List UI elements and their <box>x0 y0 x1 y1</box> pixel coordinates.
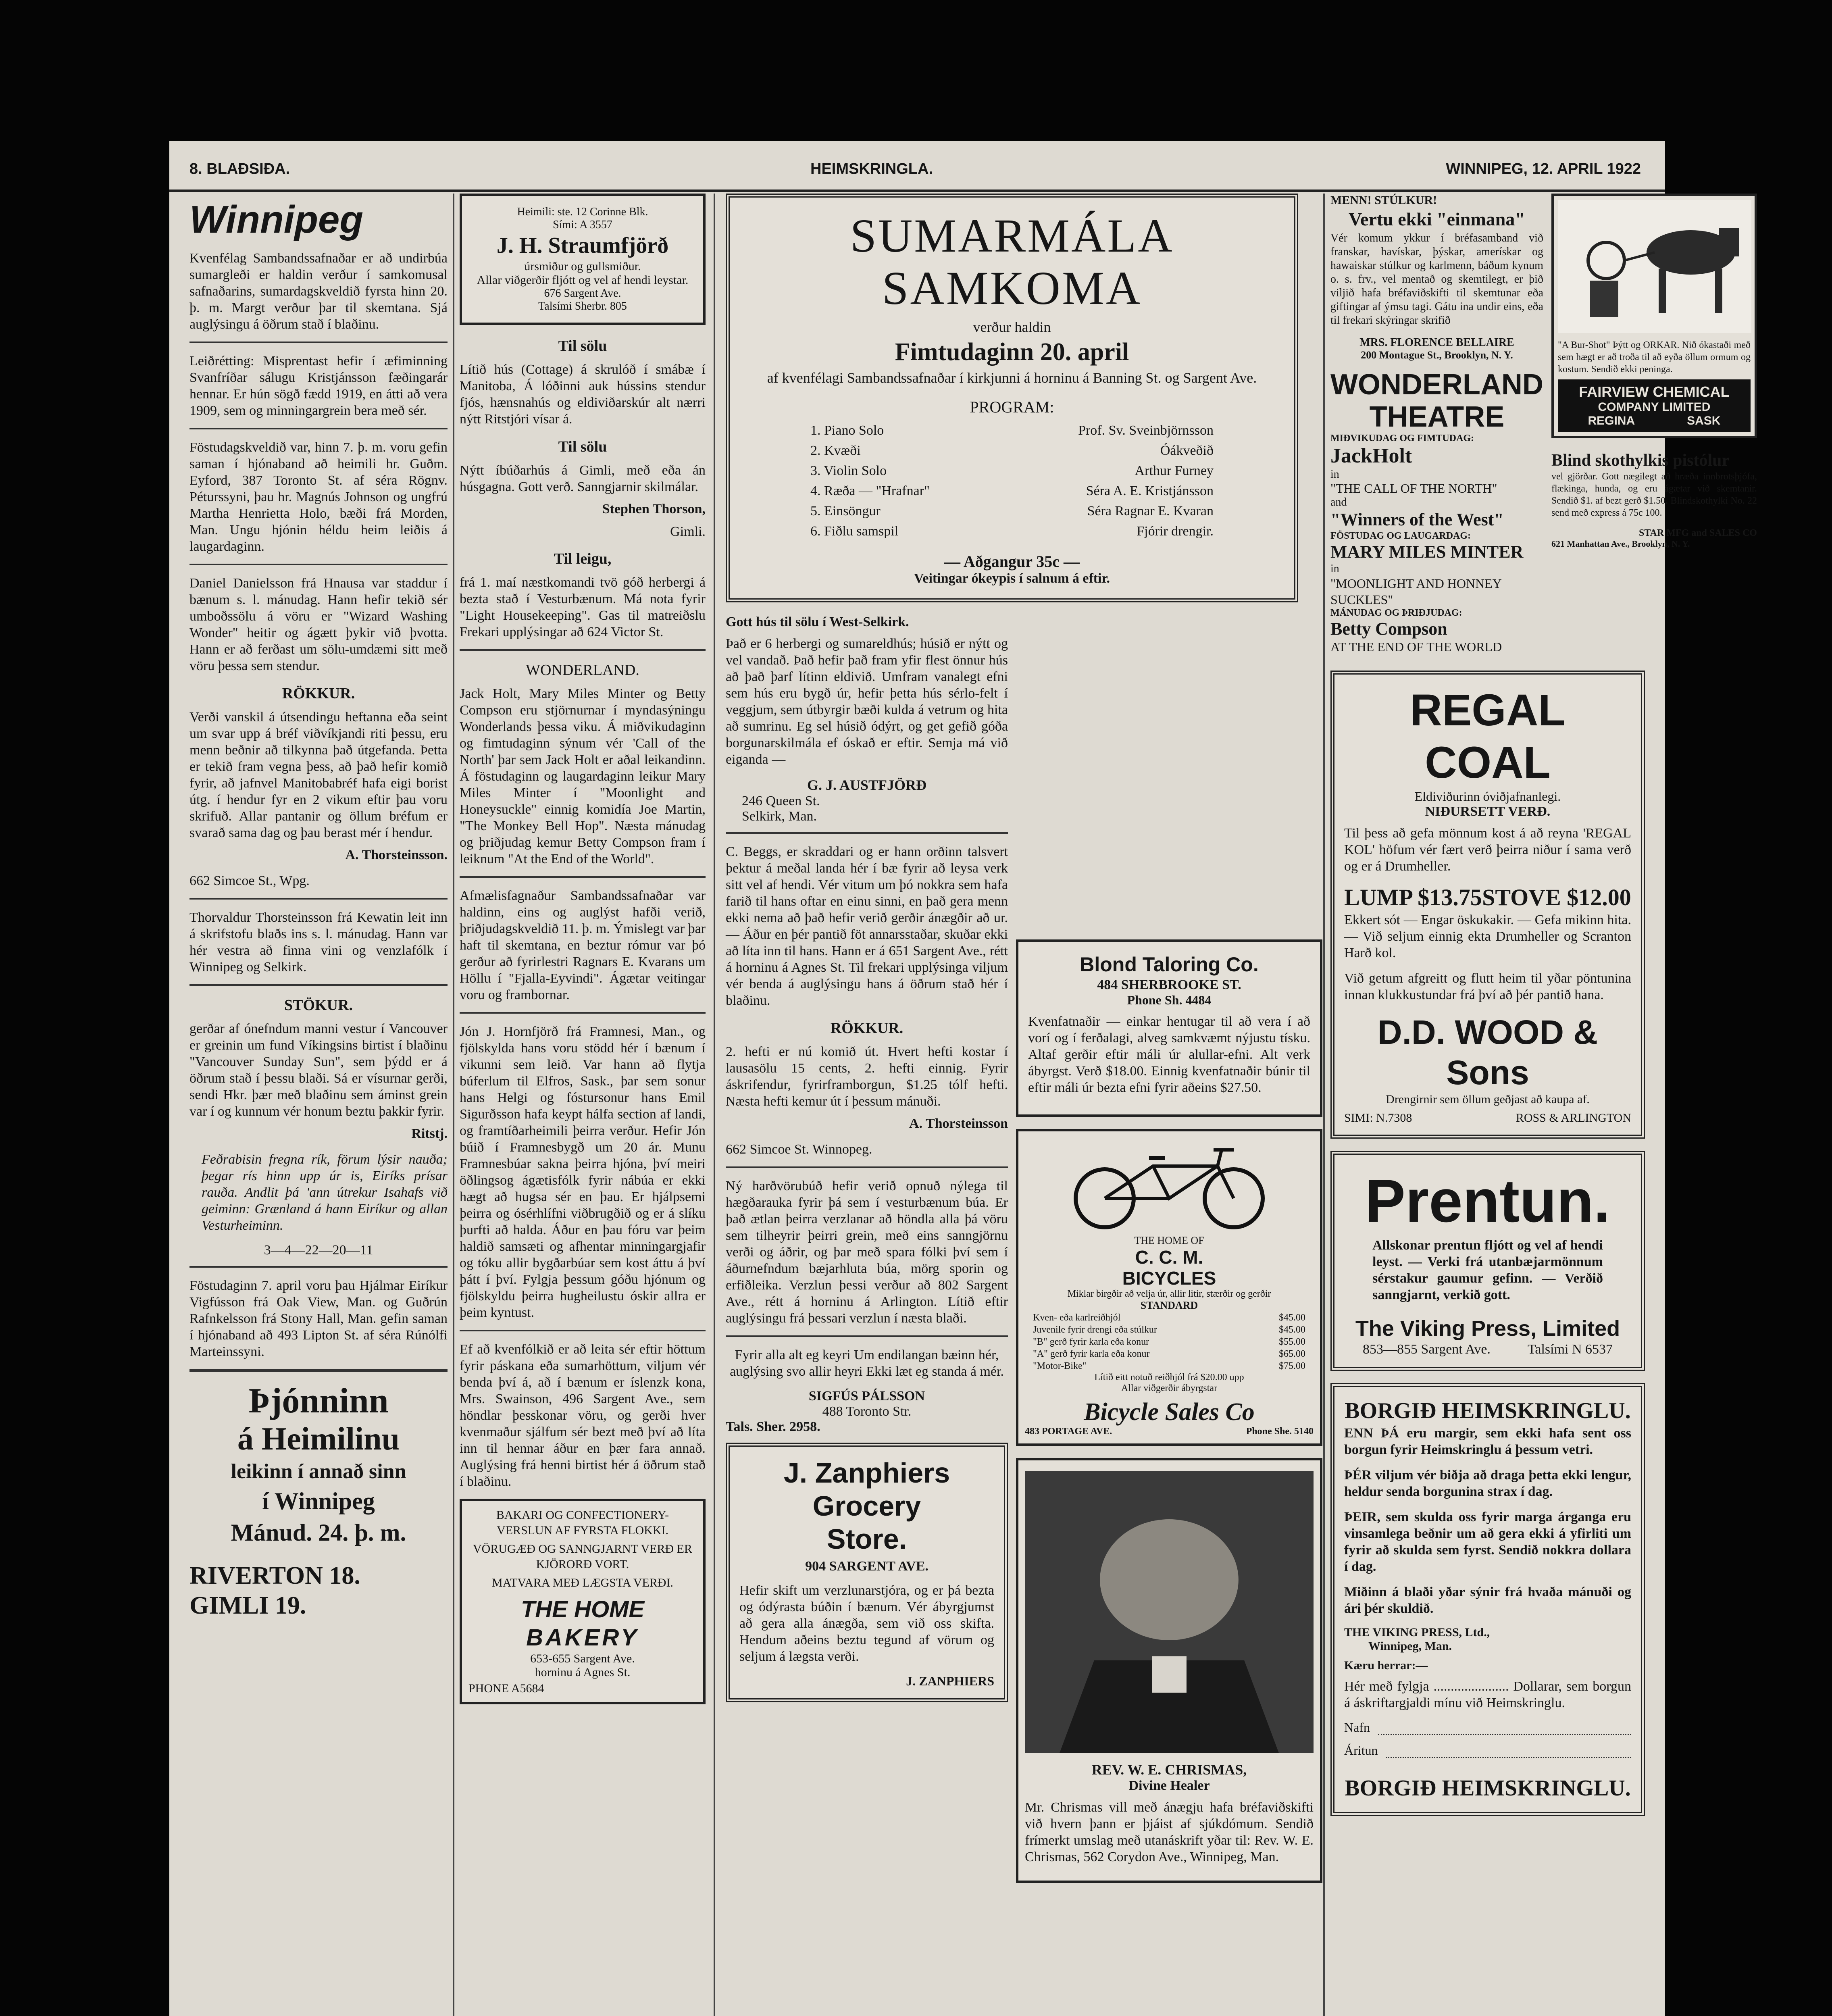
article-text: frá 1. maí næstkomandi tvö góð herbergi á bezta stað í Vesturbænum. Má nota fyrir "Light Housekeeping". Gas til matreiðslu Frekari upplýsingar að 624 Victor St. <box>460 575 706 639</box>
program-performer: Fjórir drengir. <box>1137 524 1214 539</box>
divider <box>460 876 706 878</box>
price-value: $75.00 <box>1279 1361 1305 1371</box>
play-line: leikinn í annað sinn <box>231 1460 406 1483</box>
article-text: Kvenfélag Sambandssafnaðar er að undirbúa sumargleði er haldin verður í samkomusal safnaðarins, sumardagskveldið fyrsta hinn 20. þ. m. Margt verður þar til skemtana. Sjá auglýsingu á öðrum stað í blaðinu. <box>189 251 448 332</box>
column-2 <box>460 194 706 2016</box>
healer-title: Divine Healer <box>1128 1778 1210 1793</box>
ccm-name: C. C. M. <box>1135 1247 1203 1268</box>
signature: SIGFÚS PÁLSSON <box>808 1389 925 1404</box>
ccm-text: STANDARD <box>1140 1300 1198 1311</box>
portrait-icon <box>1025 1471 1314 1753</box>
fairview-body: "A Bur-Shot" Þýtt og ORKAR. Nið ókastaði með sem hægt er að troða til að eyða öllum ormum og kostum. Sendið ekki peninga. <box>1557 340 1751 375</box>
signature: G. J. AUSTFJÖRÐ <box>807 777 927 793</box>
prentun-title: Prentun. <box>1365 1167 1611 1235</box>
article-text: Nýtt íbúðarhús á Gimli, með eða án húsgagna. Gott verð. Sanngjarnir skilmálar. <box>460 463 706 494</box>
price-row <box>1033 1348 1305 1360</box>
divider <box>726 832 1008 834</box>
divider <box>189 564 448 565</box>
divider <box>460 1330 706 1331</box>
article-text: Föstudagskveldið var, hinn 7. þ. m. voru gefin saman í hjónaband að heimili hr. Guðm. Eyford, 387 Toronto St. af séra Rögnv. Péturssyni, þau hr. Magnús Johnson og ungfrú Martha Henrietta Holo, bæði frá Morden, Man. Ungu hjónin héldu heim leiðis á laugardaginn. <box>189 440 448 554</box>
coal-corner: ROSS & ARLINGTON <box>1516 1111 1631 1125</box>
show-in: in <box>1330 468 1339 481</box>
pistol-address: 621 Manhattan Ave., Brooklyn, N. Y. <box>1551 539 1690 549</box>
address: Selkirk, Man. <box>742 809 817 824</box>
borgid-name-label: Nafn <box>1344 1720 1370 1735</box>
healer-body: Mr. Chrismas vill með ánægju hafa bréfaviðskifti við hvern þann er þjáist af sjúkdómum. Sendið frímerkt umslag með utanáskrift yðar til: Rev. W. E. Chrismas, 562 Corydon Ave., Winnipeg, Man. <box>1025 1800 1314 1864</box>
program-item <box>810 461 1214 481</box>
article-text: Thorvaldur Thorsteinsson frá Kewatin leit inn á skrifstofu blaðs ins s. l. mánudag. Hann var hér vestra að finna vini og venzlafólk í Winnipeg og Selkirk. <box>189 910 448 975</box>
section-heading: RÖKKUR. <box>282 685 355 702</box>
menn-name: MRS. FLORENCE BELLAIRE <box>1359 336 1514 349</box>
signature: Stephen Thorson, <box>602 502 706 516</box>
price-row <box>1033 1360 1305 1372</box>
article-text: Afmælisfagnaður Sambandssafnaðar var haldinn, eins og auglýst hafði verið, þriðjudagskveldið 11. þ. m. Ýmislegt var þar haft til skemtana, en beztur rómur var þó gerður að fyrirlestri Ragnars E. Kvarans um Höllu í "Fjalla-Eyvindi". Ágætar veitingar voru og frambornar. <box>460 888 706 1002</box>
fairview-province: SASK <box>1687 414 1721 427</box>
signature: Ritstj. <box>411 1126 448 1141</box>
borgid-body: ÞEIR, sem skulda oss fyrir marga árganga eru vinsamlega beðnir um að gera ekki á yfirliti um fyrir að skulda sem fyrst. Sendið nokkra dollara í dag. <box>1344 1510 1631 1574</box>
show-and: and <box>1330 496 1347 508</box>
price-row <box>1033 1336 1305 1348</box>
divider <box>460 1012 706 1014</box>
show-day: MÁNUDAG OG ÞRIÐJUDAG: <box>1330 608 1462 618</box>
bakery-address: horninu á Agnes St. <box>535 1666 631 1679</box>
horse-illustration-icon <box>1558 200 1751 333</box>
borgid-ad <box>1330 1383 1645 1816</box>
borgid-salute: Kæru herrar:— <box>1344 1659 1428 1672</box>
article-text: 2. hefti er nú komið út. Hvert hefti kostar í lausasölu 15 cents, 2. hefti einnig. Fyrir áskrifendur, fyrirframborgun, $1.25 tólf hefti. Næsta hefti kemur út í þessum mánuði. <box>726 1044 1008 1109</box>
divider <box>726 1335 1008 1337</box>
address: 662 Simcoe St., Wpg. <box>189 873 310 888</box>
tailor-name: Blond Taloring Co. <box>1080 953 1259 976</box>
column-4 <box>1016 939 1322 2016</box>
price-value: $45.00 <box>1279 1312 1305 1323</box>
portrait-photo <box>1025 1471 1314 1753</box>
play-line: í Winnipeg <box>262 1488 375 1514</box>
event-desc: af kvenfélagi Sambandssafnaðar í kirkjunni á horninu á Banning St. og Sargent Ave. <box>767 370 1257 386</box>
borgid-body: Miðinn á blaði yðar sýnir frá hvaða mánuði og ári þér skuldið. <box>1344 1585 1631 1616</box>
coal-title: REGAL COAL <box>1410 685 1566 787</box>
borgid-addr-line <box>1344 1743 1631 1758</box>
bsc-phone: Phone She. 5140 <box>1246 1426 1314 1437</box>
grocery-body: Hefir skift um verzlunarstjóra, og er þá bezta og ódýrasta búðin í bænum. Vér ábyrgjumst að gera alla ánægða, sem við oss skifta. Hendum aðeins beztu tegund af vörum og seljum á lægsta verði. <box>739 1583 994 1664</box>
grocery-title: Store. <box>826 1523 907 1555</box>
borgid-name-line <box>1344 1720 1631 1735</box>
article-text: Það er 6 herbergi og sumareldhús; húsið er nýtt og vel vandað. Það hefir það fram yfir flest önnur hús að það þarf lítinn eldivið. Umfram vanalegt efni sem hús eru bygð úr, hefir þetta hús sérlo-felt í veggjum, sem útbyrgir bæði kulda á vetrum og hita að sumrinu. Eg sel húsið ódýrt, og get gefið góða borgunarskilmála ef óskað er eftir. Semja má við eiganda — <box>726 636 1008 767</box>
prentun-address: 853—855 Sargent Ave. <box>1362 1342 1491 1357</box>
coal-lump-price: LUMP $13.75 <box>1344 884 1482 910</box>
play-towns: GIMLI 19. <box>189 1592 306 1619</box>
coal-firm-sub: Drengirnir sem öllum geðjast að kaupa af. <box>1386 1093 1590 1106</box>
verse: Fyrir alla alt eg keyri Um endilangan bæinn hér, auglýsing svo allir heyri Ekki læt eg standa á mér. <box>730 1347 1004 1379</box>
tailor-phone: Phone Sh. 4484 <box>1127 993 1212 1007</box>
program-item-name: 1. Piano Solo <box>810 423 884 438</box>
article-text: Jack Holt, Mary Miles Minter og Betty Compson eru stjörnurnar í myndasýningu Wonderlands þessa viku. Á miðvikudaginn og fimtudaginn sýnum vér 'Call of the North' þar sem Jack Holt er aðal leikandinn. Á föstudaginn og laugardaginn leikur Mary Miles Minter í "Moonlight and Honeysuckle" einnig komidía Joe Martin, "The Monkey Bell Hop". Næsta mánudag og þriðjudag kemur Betty Compson fram í leiknum "At the End of the World". <box>460 686 706 866</box>
grocery-title: J. Zanphiers Grocery <box>783 1457 950 1522</box>
grocery-ad <box>726 1443 1008 1702</box>
article-text: Lítið hús (Cottage) á skrulóð í smábæ í Manitoba, Á lóðinni auk hússins stendur fjós, hænsnahús og eldiviðarskúr alt nærri nýtt Ritstjóri vísar á. <box>460 362 706 427</box>
card-text: 676 Sargent Ave. <box>544 287 621 300</box>
film-title: AT THE END OF THE WORLD <box>1330 639 1502 654</box>
program-item-name: 6. Fiðlu samspil <box>810 524 899 539</box>
card-text: Talsími Sherbr. 805 <box>538 300 627 312</box>
program-item-name: 5. Einsöngur <box>810 504 881 519</box>
healer-ad <box>1016 1458 1322 1883</box>
grocery-signature: J. ZANPHIERS <box>906 1674 994 1688</box>
column-rule <box>1323 194 1325 2016</box>
paper-name: HEIMSKRINGLA. <box>810 160 933 177</box>
program-performer: Séra Ragnar E. Kvaran <box>1087 504 1214 519</box>
borgid-title: BORGIÐ HEIMSKRINGLU. <box>1345 1398 1631 1423</box>
article-text: Föstudaginn 7. april voru þau Hjálmar Eiríkur Vigfússon frá Oak View, Man. og Guðrún Rafnkelsson frá Stony Hall, Man. gefin saman í hjónaband að 493 Lipton St. af séra Rúnólfi Marteinssyni. <box>189 1278 448 1359</box>
address: 488 Toronto Str. <box>822 1404 912 1419</box>
article-text: Jón J. Hornfjörð frá Framnesi, Man., og fjölskylda hans voru stödd hér í bænum í vikunni sem leið. Var hann að flytja búferlum til Elfros, Sask., þar sem sonur hans Helgi og fóstursonur hans Emil Sigurðsson hafa keypt hálfa section af landi, og framtíðarheimili þeirra verður. Hefir Jón búið í Framnesbygð um 20 ár. Munu Framnesbúar sakna þeirra hjóna, því meiri öðlingsog ágætisfólk fyrir nábúa er ekki hægt að hugsa sér en þau. Er hjálpsemi þeirra og ósérhlífni viðbrugðið og er á slíku þurfti að halda. Áður en þau fóru var þeim haldið samsæti og afhentar minningargjafir og tóku allir bygðarbúar sem kost áttu á því þátt í því. Fylgja þessum góðu hjónum og fjölskyldu þeirra hugheilustu óskir allra er þeim kyntust. <box>460 1024 706 1320</box>
divider <box>189 1369 448 1372</box>
ccm-bicycle-ad <box>1016 1129 1322 1446</box>
coal-sub: Eldiviðurinn óviðjafnanlegi. <box>1414 789 1561 804</box>
divider <box>189 1266 448 1268</box>
section-heading: Til leigu, <box>554 550 612 567</box>
coal-body: Ekkert sót — Engar öskukakir. — Gefa mikinn hita. — Við seljum einnig ekta Drumheller og Scranton Harð kol. <box>1344 912 1631 960</box>
show-day: FÖSTUDAG OG LAUGARDAG: <box>1330 531 1471 541</box>
article-text: Ný harðvörubúð hefir verið opnuð nýlega til hægðarauka fyrir þá sem í vesturbænum búa. Er það ætlan þeirra verzlanar að höndla alla þá vöru sem tilheyrir þeirri grein, með eins sanngjörnu verði og áðrir, og þar með spara fólki því sem í áðurnefndum bæjarhluta búa, mörg sporin og erfiðleika. Verzlun þessi verður að 802 Sargent Ave., rétt á horninu á Arlington. Lítið eftir auglýsingu frá þessari verzlun í næsta blaði. <box>726 1179 1008 1326</box>
prentun-phone: Talsími N 6537 <box>1527 1342 1613 1357</box>
bsc-address: 483 PORTAGE AVE. <box>1025 1426 1112 1437</box>
verse-date: 3—4—22—20—11 <box>264 1243 373 1258</box>
article-text: Daniel Danielsson frá Hnausa var staddur í bænum s. l. mánudag. Hann hefir tekið sér umboðssölu á vöru er "Wizard Washing Wonder" heitir og ágætt þykir við þvotta. Hann er að ferðast um sölu-umdæmi sitt með vöru þessa sem stendur. <box>189 576 448 673</box>
program-performer: Arthur Furney <box>1135 463 1214 478</box>
article-text: Ef að kvenfólkið er að leita sér eftir höttum fyrir páskana eða sumarhöttum, viljum vér benda því á, að í bænum er íslenzk kona, Mrs. Swainson, 496 Sargent Ave., sem höndlar þesskonar vöru, og gerði hver kvenmaður sjálfum sér bezt með því að líta inn til hennar áður en þær fara annað. Auglýsing frá henni birtist hér á öðrum stað í blaðinu. <box>460 1342 706 1489</box>
coal-phone: SIMI: N.7308 <box>1344 1111 1412 1125</box>
coal-firm: D.D. WOOD & Sons <box>1378 1013 1598 1091</box>
bakery-text: BAKARI OG CONFECTIONERY-VERSLUN AF FYRSTA FLOKKI. <box>496 1508 669 1537</box>
menn-heading: MENN! STÚLKUR! <box>1330 194 1437 207</box>
bicycle-sales-logo: Bicycle Sales Co <box>1084 1398 1255 1426</box>
play-title: Þjónninn <box>248 1381 389 1420</box>
bakery-text: MATVARA MEÐ LÆGSTA VERÐI. <box>492 1576 673 1589</box>
ccm-name: BICYCLES <box>1122 1268 1216 1289</box>
bicycle-icon <box>1048 1142 1290 1231</box>
program-item-name: 2. Kvæði <box>810 443 861 458</box>
event-date: Fimtudaginn 20. april <box>895 338 1129 366</box>
star-name: JackHolt <box>1330 444 1412 467</box>
refreshments: Veitingar ókeypis í salnum á eftir. <box>914 571 1110 586</box>
ccm-text: THE HOME OF <box>1134 1235 1204 1246</box>
play-title: á Heimilinu <box>237 1421 400 1457</box>
program-item <box>810 501 1214 521</box>
coal-body: Til þess að gefa mönnum kost á að reyna 'REGAL KOL' höfum vér fært verð þeirra niður í sama verð og er á Drumheller. <box>1344 826 1631 874</box>
price-value: $65.00 <box>1279 1349 1305 1359</box>
program-performer: Prof. Sv. Sveinbjörnsson <box>1078 423 1214 438</box>
show-day: MIÐVIKUDAG OG FIMTUDAG: <box>1330 433 1474 444</box>
borgid-firm: THE VIKING PRESS, Ltd., <box>1344 1626 1490 1639</box>
bakery-phone: PHONE A5684 <box>468 1682 544 1695</box>
section-heading: STÖKUR. <box>284 997 353 1014</box>
fairview-city: REGINA <box>1588 414 1635 427</box>
divider <box>189 898 448 900</box>
program-performer: Séra A. E. Kristjánsson <box>1086 483 1214 498</box>
film-title: "THE CALL OF THE NORTH" <box>1330 481 1497 496</box>
program-item-name: 3. Violin Solo <box>810 463 887 478</box>
dateline: WINNIPEG, 12. APRIL 1922 <box>1446 160 1641 177</box>
price-item: Juvenile fyrir drengi eða stúlkur <box>1033 1325 1157 1335</box>
menn-title: Vertu ekki "einmana" <box>1349 209 1525 229</box>
program-item-name: 4. Ræða — "Hrafnar" <box>810 483 930 498</box>
coal-body: Við getum afgreitt og flutt heim til yðar pöntunina innan klukkustundar frá því að þér pantið hana. <box>1344 971 1631 1002</box>
bakery-address: 653-655 Sargent Ave. <box>530 1652 635 1665</box>
prentun-firm: The Viking Press, Limited <box>1355 1316 1620 1341</box>
borgid-firm: Winnipeg, Man. <box>1368 1639 1452 1653</box>
article-text: C. Beggs, er skraddari og er hann orðinn talsvert þektur á meðal landa hér í bæ fyrir að leysa verk sitt vel af hendi. Vér vitum um þó nokkra sem hafa farið til hans oftar en einu sinni, en það gera menn ekki nema að það hefir verið gerðir ánægðir að ur. — Áður en þér pantið föt annarsstaðar, skuðar ekki að líta inn til hans. Hann er á 651 Sargent Ave., rétt á horninu á Agnes St. Til frekari upplýsinga viljum vér benda á auglýsingu hans á öðrum stað hér í blaðinu. <box>726 844 1008 1008</box>
ccm-text: Miklar birgðir að velja úr, allir litir, stærðir og gerðir <box>1067 1289 1271 1299</box>
star-name: MARY MILES MINTER <box>1330 542 1524 562</box>
play-towns: RIVERTON 18. <box>189 1562 360 1589</box>
coal-sub: NIÐURSETT VERÐ. <box>1425 804 1551 819</box>
price-item: "A" gerð fyrir karla eða konur <box>1033 1349 1150 1359</box>
card-text: Allar viðgerðir fljótt og vel af hendi leystar. <box>477 273 689 287</box>
program-heading: PROGRAM: <box>970 398 1054 416</box>
menn-body: Vér komum ykkur í bréfasamband við franskar, havískar, þýskar, amerískar og hawaiskar stúlkur og karlmenn, báðum kynum o. s. frv., vel mentað og skemtilegt, er þið viljið hafa bréfaviðskifti til skemtunar eða giftingar af ýmsu tagi. Gátu ina undir eins, eða til frekari skýringar skrifið <box>1330 232 1543 327</box>
divider <box>189 342 448 343</box>
column-rule <box>453 194 454 2016</box>
column-5 <box>1330 194 1757 2016</box>
verse: Feðrabisin fregna rík, förum lýsir nauða; þegar rís hinn upp úr is, Eiríks prísar rauða. Andlit þá 'ann útrekur Isahafs við geiminn: Grænland á hann Eiríkur og allan Vesturheiminn. <box>202 1152 448 1233</box>
article-text: Leiðrétting: Misprentast hefir í æfiminning Svanfríðar sálugu Kristjánsson fæðingarár hennar. Er hún sögð fædd 1919, en átti að vera 1909, sem og minningargrein bera með sér. <box>189 354 448 418</box>
pistol-body: vel gjörðar. Gott nægilegt að hræða innbrotsþjófa, flækinga, hunda, og eru ágætar við skemtanir. Sendið $1. af bezt gerð $1.50. Blindskothylki No. 22 send með express á 75c 100. <box>1551 471 1757 518</box>
column-1 <box>189 194 448 2016</box>
prentun-body: Allskonar prentun fljótt og vel af hendi leyst. — Verki frá utanbæjarmönnum sérstakur gaumur gefinn. — Verðið sanngjarnt, verkið gott. <box>1372 1238 1603 1302</box>
fairview-name: FAIRVIEW CHEMICAL <box>1579 383 1730 400</box>
program-performer: Óákveðið <box>1160 443 1214 458</box>
section-heading: WONDERLAND. <box>526 662 639 679</box>
sumarmala-ad <box>726 194 1298 602</box>
fairview-name: COMPANY LIMITED <box>1598 400 1711 414</box>
bakery-name: BAKERY <box>526 1624 639 1651</box>
card-text: úrsmiður og gullsmiður. <box>524 260 641 273</box>
divider <box>189 428 448 429</box>
film-title: "MOONLIGHT AND HONNEY SUCKLES" <box>1330 576 1501 607</box>
signature: A. Thorsteinsson. <box>345 848 448 862</box>
event-title: SUMARMÁLA <box>850 209 1174 262</box>
borgid-body: ENN ÞÁ eru margir, sem ekki hafa sent oss borgun fyrir Heimskringlu á þessum vetri. <box>1344 1426 1631 1457</box>
price-row <box>1033 1324 1305 1336</box>
play-date: Mánud. 24. þ. m. <box>231 1519 406 1546</box>
price-item: "Motor-Bike" <box>1033 1361 1087 1371</box>
address: 246 Queen St. <box>742 793 820 808</box>
price-value: $45.00 <box>1279 1325 1305 1335</box>
borgid-body: ÞÉR viljum vér biðja að draga þetta ekki lengur, heldur senda borgunina strax í dag. <box>1344 1468 1631 1499</box>
bakery-name: THE HOME <box>520 1596 645 1622</box>
price-value: $55.00 <box>1279 1337 1305 1347</box>
price-item: Kven- eða karlreiðhjól <box>1033 1312 1121 1323</box>
divider <box>726 1166 1008 1168</box>
signature-place: Gimli. <box>670 524 706 539</box>
price-item: "B" gerð fyrir karla eða konur <box>1033 1337 1149 1347</box>
theatre-name: THEATRE <box>1369 401 1505 433</box>
phone: Tals. Sher. 2958. <box>726 1419 820 1434</box>
price-row <box>1033 1312 1305 1324</box>
star-name: Betty Compson <box>1330 619 1447 639</box>
healer-name: REV. W. E. CHRISMAS, <box>1091 1762 1247 1778</box>
admission: — Aðgangur 35c — <box>944 552 1080 571</box>
bakery-ad <box>460 1499 706 1704</box>
address-field[interactable] <box>1386 1743 1631 1758</box>
watchmaker-card <box>460 194 706 325</box>
ccm-price-list <box>1025 1312 1314 1372</box>
program-item <box>810 421 1214 441</box>
fairview-ad <box>1551 194 1757 438</box>
card-text: Heimili: ste. 12 Corinne Blk. <box>517 206 648 218</box>
program-item <box>810 521 1214 541</box>
borgid-form: Hér með fylgja ...................... Dollarar, sem borgun á áskriftargjaldi mínu við Heimskringlu. <box>1344 1679 1631 1710</box>
article-text: gerðar af ónefndum manni vestur í Vancouver er greinin um fund Víkingsins birtist í blaðinu "Vancouver Sunday Sun", sem þýdd er á öðrum stað í þessu blaði. Sá er vísurnar gerði, sendi Hkr. þær með blaðinu sem áminst grein var í og kunnum vér honum beztu þakkir fyrir. <box>189 1021 448 1119</box>
section-heading: Gott hús til sölu í West-Selkirk. <box>726 614 909 629</box>
ccm-text: Allar viðgerðir ábyrgstar <box>1121 1383 1218 1393</box>
section-heading: Til sölu <box>558 438 607 455</box>
program-item <box>810 481 1214 501</box>
address: 662 Simcoe St. Winnopeg. <box>726 1142 872 1157</box>
pistol-company: STAR MFG and SALES CO <box>1638 528 1757 538</box>
pistol-title: Blind skothylkis pistólur <box>1551 451 1730 470</box>
menn-address: 200 Montague St., Brooklyn, N. Y. <box>1361 349 1513 361</box>
ccm-text: Lítið eitt notuð reiðhjól frá $20.00 upp <box>1094 1372 1244 1383</box>
signature: A. Thorsteinsson <box>909 1116 1008 1131</box>
card-name: J. H. Straumfjörð <box>496 233 669 258</box>
blond-tailoring-ad <box>1016 939 1322 1117</box>
newspaper-page <box>169 141 1757 2016</box>
theatre-name: WONDERLAND <box>1330 369 1543 401</box>
masthead <box>169 141 1665 192</box>
page-number: 8. BLAÐSIÐA. <box>189 160 290 177</box>
card-text: Sími: A 3557 <box>553 219 612 231</box>
divider <box>460 649 706 651</box>
film-title: "Winners of the West" <box>1330 510 1504 529</box>
tailor-address: 484 SHERBROOKE ST. <box>1097 977 1241 992</box>
grocery-address: 904 SARGENT AVE. <box>805 1559 928 1574</box>
regal-coal-ad <box>1330 671 1645 1139</box>
winnipeg-heading: Winnipeg <box>189 198 364 241</box>
show-in: in <box>1330 562 1339 575</box>
event-title: SAMKOMA <box>882 262 1142 314</box>
bakery-text: VÖRUGÆÐ OG SANNGJARNT VERÐ ER KJÖRORÐ VORT. <box>473 1542 692 1571</box>
program-item <box>810 441 1214 461</box>
coal-stove-price: STOVE $12.00 <box>1482 884 1631 910</box>
ad-heading <box>1330 194 1543 207</box>
section-heading: Til sölu <box>558 337 607 354</box>
section-heading: RÖKKUR. <box>830 1020 904 1037</box>
tailor-body: Kvenfatnaðir — einkar hentugar til að vera í að vorí og í ferðalagi, alveg samkvæmt nýjustu tísku. Altaf gerðir eftir máli úr alullar-efni. Alt verk ábyrgst. Verð $18.00. Einnig kvenfatnaðir búnir til eftir máli úr bezta efni fyrir aðeins $27.50. <box>1028 1014 1310 1095</box>
article-text: Verði vanskil á útsendingu heftanna eða seint um svar upp á bréf viðvíkjandi riti þessu, eru menn beðnir að tilkynna það útgefanda. Þetta er tekið fram vegna þess, að það hefir komið fyrir, að jafnvel Manitobabréf hafa eigi borist útg. í hendur fyr en 2 vikum eftir þau voru skrifuð. Allar pantanir og öllum bréfum er svarað sama dag og þau berast mér í hendur. <box>189 710 448 840</box>
column-rule <box>714 194 715 2016</box>
divider <box>189 984 448 986</box>
name-field[interactable] <box>1378 1720 1631 1735</box>
prentun-ad <box>1330 1151 1645 1371</box>
borgid-footer: BORGIÐ HEIMSKRINGLU. <box>1345 1776 1631 1801</box>
event-sub: verður haldin <box>973 319 1051 335</box>
program-list <box>746 421 1278 541</box>
borgid-addr-label: Áritun <box>1344 1743 1378 1758</box>
